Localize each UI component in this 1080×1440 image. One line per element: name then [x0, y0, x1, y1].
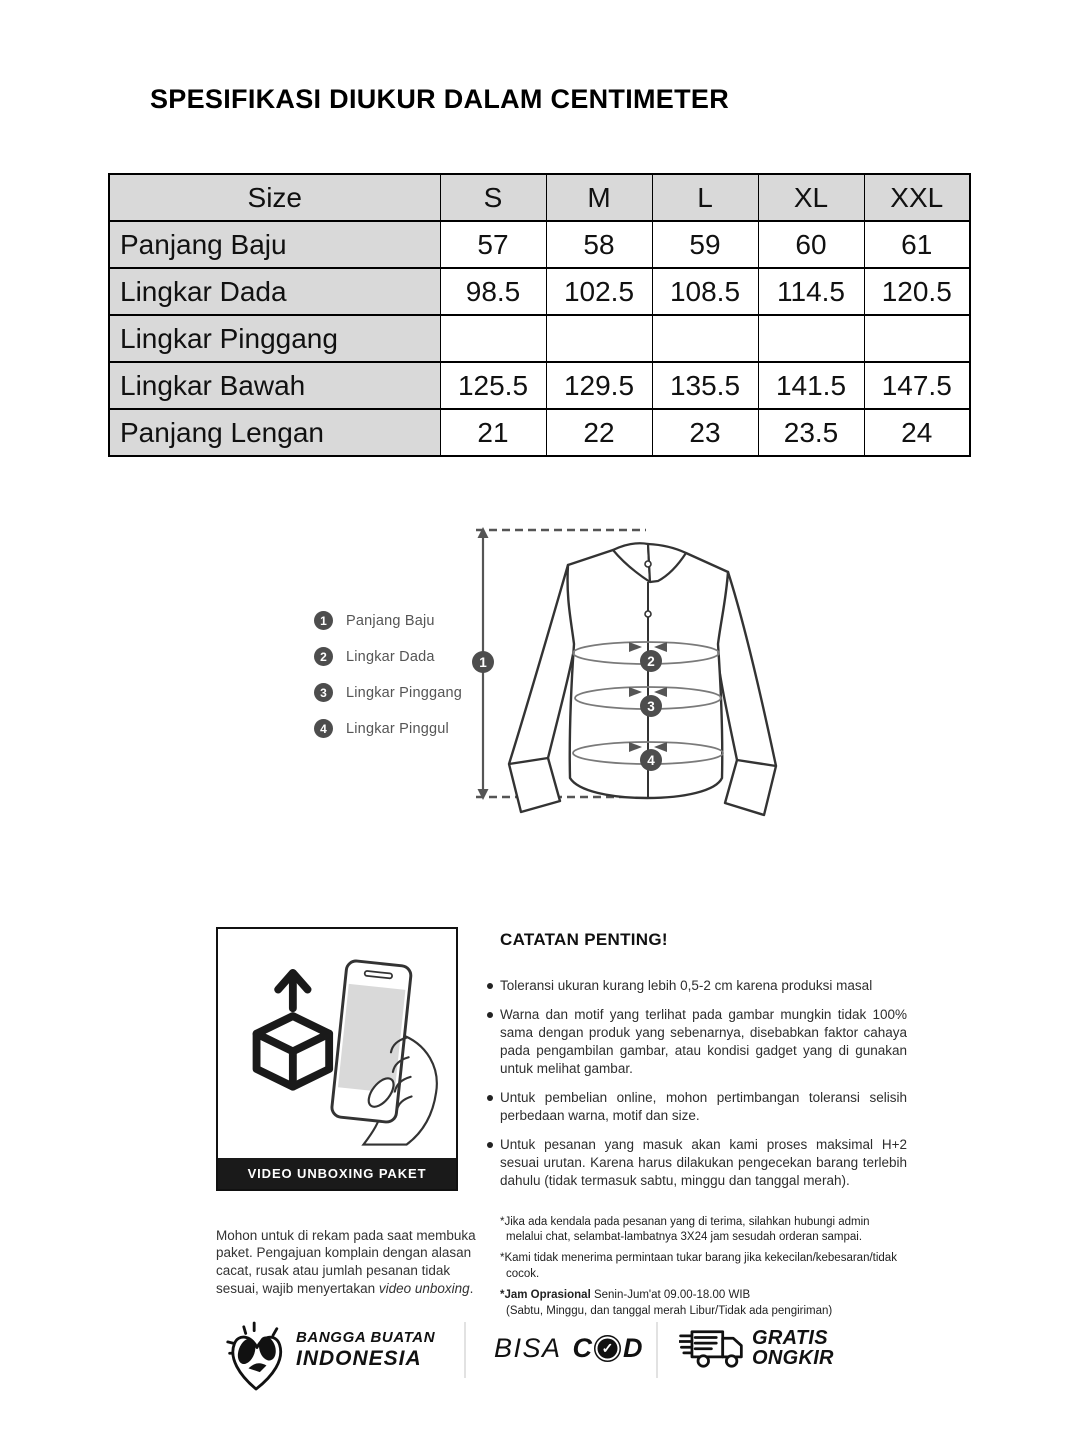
table-cell: 23	[652, 409, 758, 456]
note-bullet	[487, 1006, 907, 1078]
legend-label: Lingkar Pinggul	[346, 720, 449, 737]
bullet-dot-icon	[487, 1095, 493, 1101]
legend-number-badge: 3	[314, 683, 333, 702]
row-label-cell: Panjang Lengan	[109, 409, 440, 456]
table-cell: 108.5	[652, 268, 758, 315]
footnotes	[500, 1215, 907, 1320]
footnote: *Jika ada kendala pada pesanan yang di terima, silahkan hubungi admin melalui chat, selambat-lambatnya 3X24 jam sesudah orderan sampai.	[500, 1215, 870, 1244]
footer-divider	[656, 1322, 658, 1378]
table-cell: 57	[440, 221, 546, 268]
delivery-truck-icon	[679, 1325, 747, 1371]
marker-4: 4	[647, 753, 655, 768]
unboxing-note	[216, 1227, 482, 1299]
important-notes-section	[487, 930, 907, 1325]
footnote: *Kami tidak menerima permintaan tukar barang jika kekecilan/kebesaran/tidak cocok.	[500, 1252, 897, 1281]
header-cell-l: L	[652, 174, 758, 221]
bbi-line2: INDONESIA	[296, 1347, 422, 1370]
note-bullet	[487, 1089, 907, 1125]
unboxing-illustration	[218, 929, 456, 1158]
marker-1: 1	[479, 655, 487, 670]
legend-label: Lingkar Pinggang	[346, 684, 463, 701]
row-label-cell: Lingkar Bawah	[109, 362, 440, 409]
table-row	[109, 268, 970, 315]
bullet-dot-icon	[487, 1012, 493, 1018]
table-cell	[440, 315, 546, 362]
bbi-line1: BANGGA BUATAN	[296, 1329, 436, 1346]
table-cell: 98.5	[440, 268, 546, 315]
table-cell: 141.5	[758, 362, 864, 409]
table-cell: 102.5	[546, 268, 652, 315]
legend-number-badge: 2	[314, 647, 333, 666]
marker-3: 3	[647, 699, 655, 714]
unboxing-note-italic: video unboxing	[378, 1281, 470, 1297]
bangga-buatan-indonesia-label	[296, 1329, 435, 1371]
video-unboxing-panel	[216, 927, 458, 1191]
row-label-cell: Panjang Baju	[109, 221, 440, 268]
table-cell	[758, 315, 864, 362]
legend-number-badge: 4	[314, 719, 333, 738]
header-cell-m: M	[546, 174, 652, 221]
bisa-label: BISA	[494, 1333, 562, 1363]
table-cell: 61	[864, 221, 970, 268]
bullet-dot-icon	[487, 1142, 493, 1148]
header-cell-s: S	[440, 174, 546, 221]
table-cell: 59	[652, 221, 758, 268]
note-bullet	[487, 1136, 907, 1190]
phone-recording-box-icon	[234, 939, 440, 1149]
table-row	[109, 362, 970, 409]
footnote-line2: (Sabtu, Minggu, dan tanggal merah Libur/Tidak ada pengiriman)	[506, 1304, 833, 1317]
footnote-rest: Senin-Jum'at 09.00-18.00 WIB	[590, 1288, 751, 1301]
header-cell-xl: XL	[758, 174, 864, 221]
note-text: Untuk pembelian online, mohon pertimbangan toleransi selisih perbedaan warna, motif dan size.	[500, 1089, 907, 1123]
footnote	[500, 1288, 907, 1320]
table-cell: 120.5	[864, 268, 970, 315]
size-spec-table	[108, 173, 971, 457]
note-text: Untuk pesanan yang masuk akan kami proses maksimal H+2 sesuai urutan. Karena harus dilakukan pengecekan barang terlebih dahulu (tidak termasuk sabtu, minggu dan tanggal merah).	[500, 1136, 907, 1188]
shirt-measurement-diagram	[470, 520, 810, 820]
unboxing-band-label: VIDEO UNBOXING PAKET	[218, 1158, 456, 1189]
gratis-line1: GRATIS	[752, 1327, 828, 1349]
shirt-button	[645, 561, 651, 567]
header-cell-xxl: XXL	[864, 174, 970, 221]
table-cell: 60	[758, 221, 864, 268]
footer-divider	[464, 1322, 466, 1378]
table-cell: 125.5	[440, 362, 546, 409]
table-cell	[652, 315, 758, 362]
table-cell	[864, 315, 970, 362]
marker-2: 2	[647, 654, 655, 669]
table-cell: 129.5	[546, 362, 652, 409]
row-label-cell: Lingkar Pinggang	[109, 315, 440, 362]
unboxing-note-text: Mohon untuk di rekam pada saat membuka paket. Pengajuan komplain dengan alasan cacat, rusak atau jumlah pesanan tidak sesuai, wajib menyertakan	[216, 1227, 476, 1297]
table-cell: 24	[864, 409, 970, 456]
shirt-button	[645, 611, 651, 617]
bullet-dot-icon	[487, 983, 493, 989]
legend-label: Panjang Baju	[346, 612, 435, 629]
gratis-line2: ONGKIR	[752, 1346, 834, 1369]
bangga-buatan-indonesia-heart-icon	[224, 1317, 290, 1397]
note-text: Warna dan motif yang terlihat pada gambar mungkin tidak 100% sama dengan produk yang sebenarnya, disebabkan faktor cahaya pada pengambilan gambar, atau kondisi gadget yang di gunakan untuk melihat gambar.	[500, 1006, 907, 1076]
measurement-legend	[314, 611, 462, 738]
legend-item	[314, 647, 462, 666]
table-cell: 22	[546, 409, 652, 456]
table-cell: 58	[546, 221, 652, 268]
legend-number-badge: 1	[314, 611, 333, 630]
arrow-down-icon	[478, 789, 489, 800]
page-title: SPESIFIKASI DIUKUR DALAM CENTIMETER	[150, 84, 730, 114]
note-bullet	[487, 977, 907, 995]
table-cell	[546, 315, 652, 362]
gratis-ongkir-label	[752, 1329, 834, 1368]
cod-letter-d: D	[623, 1333, 643, 1363]
table-cell: 21	[440, 409, 546, 456]
legend-item	[314, 683, 462, 702]
table-cell: 135.5	[652, 362, 758, 409]
header-cell-size: Size	[109, 174, 440, 221]
table-cell: 114.5	[758, 268, 864, 315]
table-cell: 147.5	[864, 362, 970, 409]
cod-check-icon: ✓	[594, 1335, 621, 1362]
legend-label: Lingkar Dada	[346, 648, 435, 665]
table-row	[109, 315, 970, 362]
bisa-cod-badge	[494, 1333, 643, 1364]
table-row	[109, 221, 970, 268]
cod-letter-c: C	[572, 1333, 593, 1363]
cod-label	[573, 1333, 643, 1364]
row-label-cell: Lingkar Dada	[109, 268, 440, 315]
note-text: Toleransi ukuran kurang lebih 0,5-2 cm karena produksi masal	[500, 978, 873, 993]
notes-heading: CATATAN PENTING!	[500, 930, 668, 949]
legend-item	[314, 719, 462, 738]
table-row	[109, 409, 970, 456]
arrow-up-icon	[478, 527, 489, 538]
table-header-row	[109, 174, 970, 221]
table-cell: 23.5	[758, 409, 864, 456]
footnote-bold: *Jam Oprasional	[500, 1288, 591, 1301]
legend-item	[314, 611, 462, 630]
unboxing-note-period: .	[469, 1281, 474, 1297]
